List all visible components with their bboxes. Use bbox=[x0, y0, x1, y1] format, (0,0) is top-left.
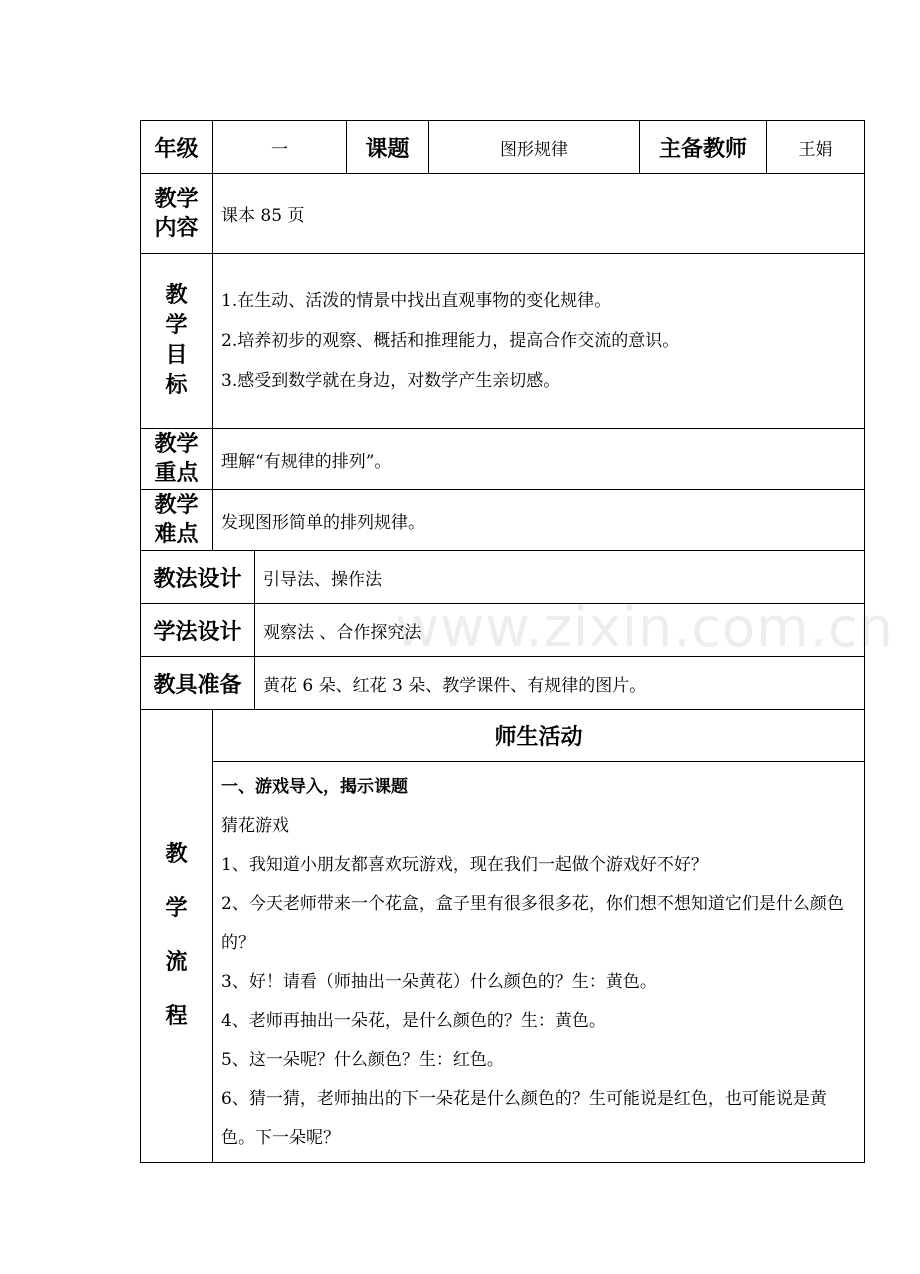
teacher-label: 主备教师 bbox=[640, 121, 767, 174]
activity-line: 3、好！请看（师抽出一朵黄花）什么颜色的？生：黄色。 bbox=[221, 972, 657, 992]
difficulties-row bbox=[141, 490, 865, 551]
activity-line: 5、这一朵呢？什么颜色？生：红色。 bbox=[221, 1050, 504, 1070]
objective-item: 3.感受到数学就在身边，对数学产生亲切感。 bbox=[221, 371, 561, 391]
activity-title: 师生活动 bbox=[213, 710, 865, 762]
key-points-row bbox=[141, 429, 865, 490]
teaching-method-row bbox=[141, 551, 865, 604]
learning-method-label: 学法设计 bbox=[141, 604, 255, 657]
content-label-line2: 内容 bbox=[154, 215, 199, 241]
teaching-method-label: 教法设计 bbox=[141, 551, 255, 604]
process-label-char: 流 bbox=[165, 950, 188, 975]
activity-body bbox=[213, 762, 865, 1163]
content-row bbox=[141, 174, 865, 254]
key-points-label bbox=[141, 429, 213, 490]
activity-line: 1、我知道小朋友都喜欢玩游戏，现在我们一起做个游戏好不好？ bbox=[221, 855, 708, 875]
key-points-value: 理解“有规律的排列”。 bbox=[213, 429, 865, 490]
section-heading: 一、游戏导入，揭示课题 bbox=[221, 777, 408, 797]
objectives-list bbox=[213, 254, 865, 429]
process-label bbox=[141, 710, 213, 1163]
materials-row bbox=[141, 657, 865, 710]
materials-value: 黄花 6 朵、红花 3 朵、教学课件、有规律的图片。 bbox=[255, 657, 865, 710]
difficulties-label bbox=[141, 490, 213, 551]
grade-value: 一 bbox=[213, 121, 347, 174]
teaching-method-value: 引导法、操作法 bbox=[255, 551, 865, 604]
key-points-label-line1: 教学 bbox=[154, 432, 199, 457]
objectives-label-char: 标 bbox=[165, 373, 188, 398]
key-points-label-line2: 重点 bbox=[154, 461, 199, 486]
header-row bbox=[141, 121, 865, 174]
materials-label: 教具准备 bbox=[141, 657, 255, 710]
process-label-char: 程 bbox=[165, 1004, 188, 1029]
activity-body-row bbox=[141, 762, 865, 1163]
activity-title-row bbox=[141, 710, 865, 762]
content-label bbox=[141, 174, 213, 254]
difficulties-label-line1: 教学 bbox=[154, 493, 199, 518]
objectives-label-char: 学 bbox=[165, 313, 188, 338]
content-value: 课本 85 页 bbox=[213, 174, 865, 254]
objective-item: 1.在生动、活泼的情景中找出直观事物的变化规律。 bbox=[221, 291, 612, 311]
topic-label: 课题 bbox=[347, 121, 429, 174]
activity-line: 4、老师再抽出一朵花，是什么颜色的？生：黄色。 bbox=[221, 1011, 606, 1031]
process-label-char: 学 bbox=[165, 896, 188, 921]
activity-line: 2、今天老师带来一个花盒，盒子里有很多很多花，你们想不想知道它们是什么颜色的？ bbox=[221, 894, 844, 953]
lesson-plan-table bbox=[140, 120, 865, 1163]
learning-method-value: 观察法 、合作探究法 bbox=[255, 604, 865, 657]
difficulties-value: 发现图形简单的排列规律。 bbox=[213, 490, 865, 551]
content-label-line1: 教学 bbox=[154, 186, 199, 212]
activity-line: 6、猜一猜，老师抽出的下一朵花是什么颜色的？生可能说是红色，也可能说是黄色。下一朵呢？ bbox=[221, 1089, 827, 1148]
objectives-label-char: 教 bbox=[165, 283, 188, 308]
difficulties-label-line2: 难点 bbox=[154, 522, 199, 547]
learning-method-row bbox=[141, 604, 865, 657]
objectives-row bbox=[141, 254, 865, 429]
topic-value: 图形规律 bbox=[429, 121, 640, 174]
objectives-label-char: 目 bbox=[165, 343, 188, 368]
process-label-char: 教 bbox=[165, 842, 188, 867]
objectives-label bbox=[141, 254, 213, 429]
grade-label: 年级 bbox=[141, 121, 213, 174]
watermark: www.zixin.com.cn bbox=[395, 596, 894, 659]
teacher-value: 王娟 bbox=[767, 121, 865, 174]
objective-item: 2.培养初步的观察、概括和推理能力，提高合作交流的意识。 bbox=[221, 331, 680, 351]
activity-line: 猜花游戏 bbox=[221, 816, 289, 836]
